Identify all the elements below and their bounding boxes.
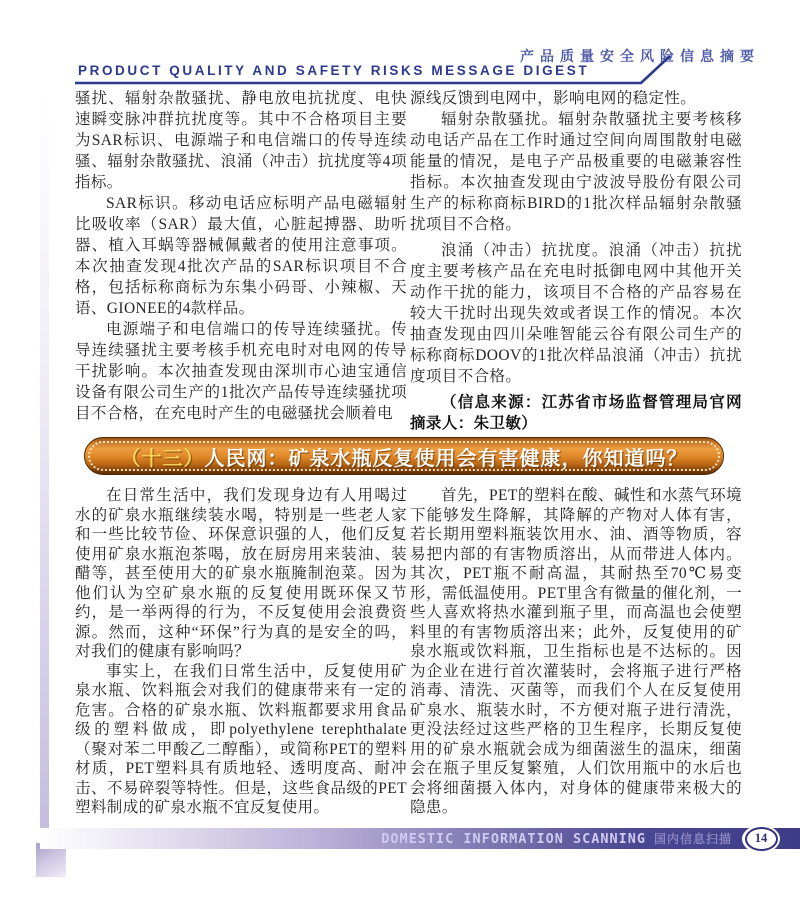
footer-label-cn: 国内信息扫描: [653, 832, 732, 846]
banner-index: （十三）: [120, 447, 205, 470]
header-title-cn: 产品质量安全风险信息摘要: [520, 48, 760, 64]
body-paragraph: 辐射杂散骚扰。辐射杂散骚扰主要考核移动电话产品在工作时通过空间向周围散射电磁能量的情况，是电子产品极重要的电磁兼容性指标。本次抽查发现由宁波波导股份有限公司生产的标称商标BIRD的1批次样品辐射杂散骚扰项目不合格。: [410, 111, 742, 233]
section2-left-column: [75, 486, 407, 818]
header-title-en: PRODUCT QUALITY AND SAFETY RISKS MESSAGE DIGEST: [78, 63, 590, 78]
body-paragraph: 首先，PET的塑料在酸、碱性和水蒸气环境下能够发生降解，其降解的产物对人体有害，若长期用塑料瓶装饮用水、油、酒等物质，容易把内部的有害物质溶出，从而带进人体内。其次，PET瓶不耐高温，其耐热至70℃易变形，需低温使用。PET里含有微量的催化剂，一些人喜欢将热水灌到瓶子里，而高温也会使塑料里的有害物质溶出来；此外，反复使用的矿泉水瓶或饮料瓶，卫生指标也是不达标的。因为企业在进行首次灌装时，会将瓶子进行严格消毒、清洗、灭菌等，而我们个人在反复使用矿泉水、瓶装水时，不方便对瓶子进行清洗，更没法经过这些严格的卫生程序，长期反复使用的矿泉水瓶就会成为细菌滋生的温床，细菌会在瓶子里反复繁殖，人们饮用瓶中的水后也会将细菌摄入体内，对身体的健康带来极大的隐患。: [410, 487, 742, 816]
header-rule: [75, 52, 677, 88]
body-paragraph: 源线反馈到电网中，影响电网的稳定性。: [410, 90, 697, 107]
body-paragraph: 在日常生活中，我们发现身边有人用喝过水的矿泉水瓶继续装水喝，特别是一些老人家和一些比较节俭、环保意识强的人，他们反复使用矿泉水瓶泡茶喝，放在厨房用来装油、装醋等，甚至使用大的矿泉水瓶腌制泡菜。因为他们认为空矿泉水瓶的反复使用既环保又节约，是一举两得的行为，不反复使用会浪费资源。然而，这种“环保”行为真的是安全的吗，对我们的健康有影响吗？: [75, 487, 407, 660]
section1-right-column: [410, 88, 742, 434]
section2-right-column: [410, 486, 742, 818]
left-edge-strip: [40, 96, 49, 828]
banner-title: 人民网：矿泉水瓶反复使用会有害健康，你知道吗？: [204, 447, 688, 470]
body-paragraph: SAR标识。移动电话应标明产品电磁辐射比吸收率（SAR）最大值，心脏起搏器、助听器、植入耳蜗等器械佩戴者的使用注意事项。本次抽查发现4批次产品的SAR标识项目不合格，包括标称商标为东集小码哥、小辣椒、天语、GIONEE的4款样品。: [75, 195, 407, 317]
body-paragraph: 浪涌（冲击）抗扰度。浪涌（冲击）抗扰度主要考核产品在充电时抵御电网中其他开关动作干扰的能力，该项目不合格的产品容易在较大干扰时出现失效或者误工作的情况。本次抽查发现由四川朵唯智能云谷有限公司生产的标称商标DOOV的1批次样品浪涌（冲击）抗扰度项目不合格。: [410, 242, 742, 385]
body-paragraph: 事实上，在我们日常生活中，反复使用矿泉水瓶、饮料瓶会对我们的健康带来有一定的危害。合格的矿泉水瓶、饮料瓶都要求用食品级的塑料做成，即polyethylene terephthalate（聚对苯二甲酸乙二醇酯），或简称PET的塑料材质，PET塑料具有质地轻、透明度高、耐冲击、不易碎裂等特性。但是，这些食品级的PET塑料制成的矿泉水瓶不宜反复使用。: [75, 662, 407, 816]
section-banner: [84, 437, 724, 475]
footer-bar: [40, 828, 800, 849]
footer-label-en: DOMESTIC INFORMATION SCANNING: [381, 830, 646, 847]
section1-left-column: [75, 88, 407, 424]
page-number: 14: [745, 827, 778, 851]
body-paragraph: 电源端子和电信端口的传导连续骚扰。传导连续骚扰主要考核手机充电时对电网的传导干扰影响。本次抽查发现由深圳市心迪宝通信设备有限公司生产的1批次产品传导连续骚扰项目不合格，在充电时产生的电磁骚扰会顺着电: [75, 321, 407, 422]
source-note: （信息来源：江苏省市场监督管理局官网 摘录人：朱卫敏）: [410, 394, 742, 432]
page-number-badge: [742, 825, 780, 853]
body-paragraph: 骚扰、辐射杂散骚扰、静电放电抗扰度、电快速瞬变脉冲群抗扰度等。其中不合格项目主要为SAR标识、电源端子和电信端口的传导连续骚、辐射杂散骚扰、浪涌（冲击）抗扰度等4项指标。: [75, 90, 407, 191]
